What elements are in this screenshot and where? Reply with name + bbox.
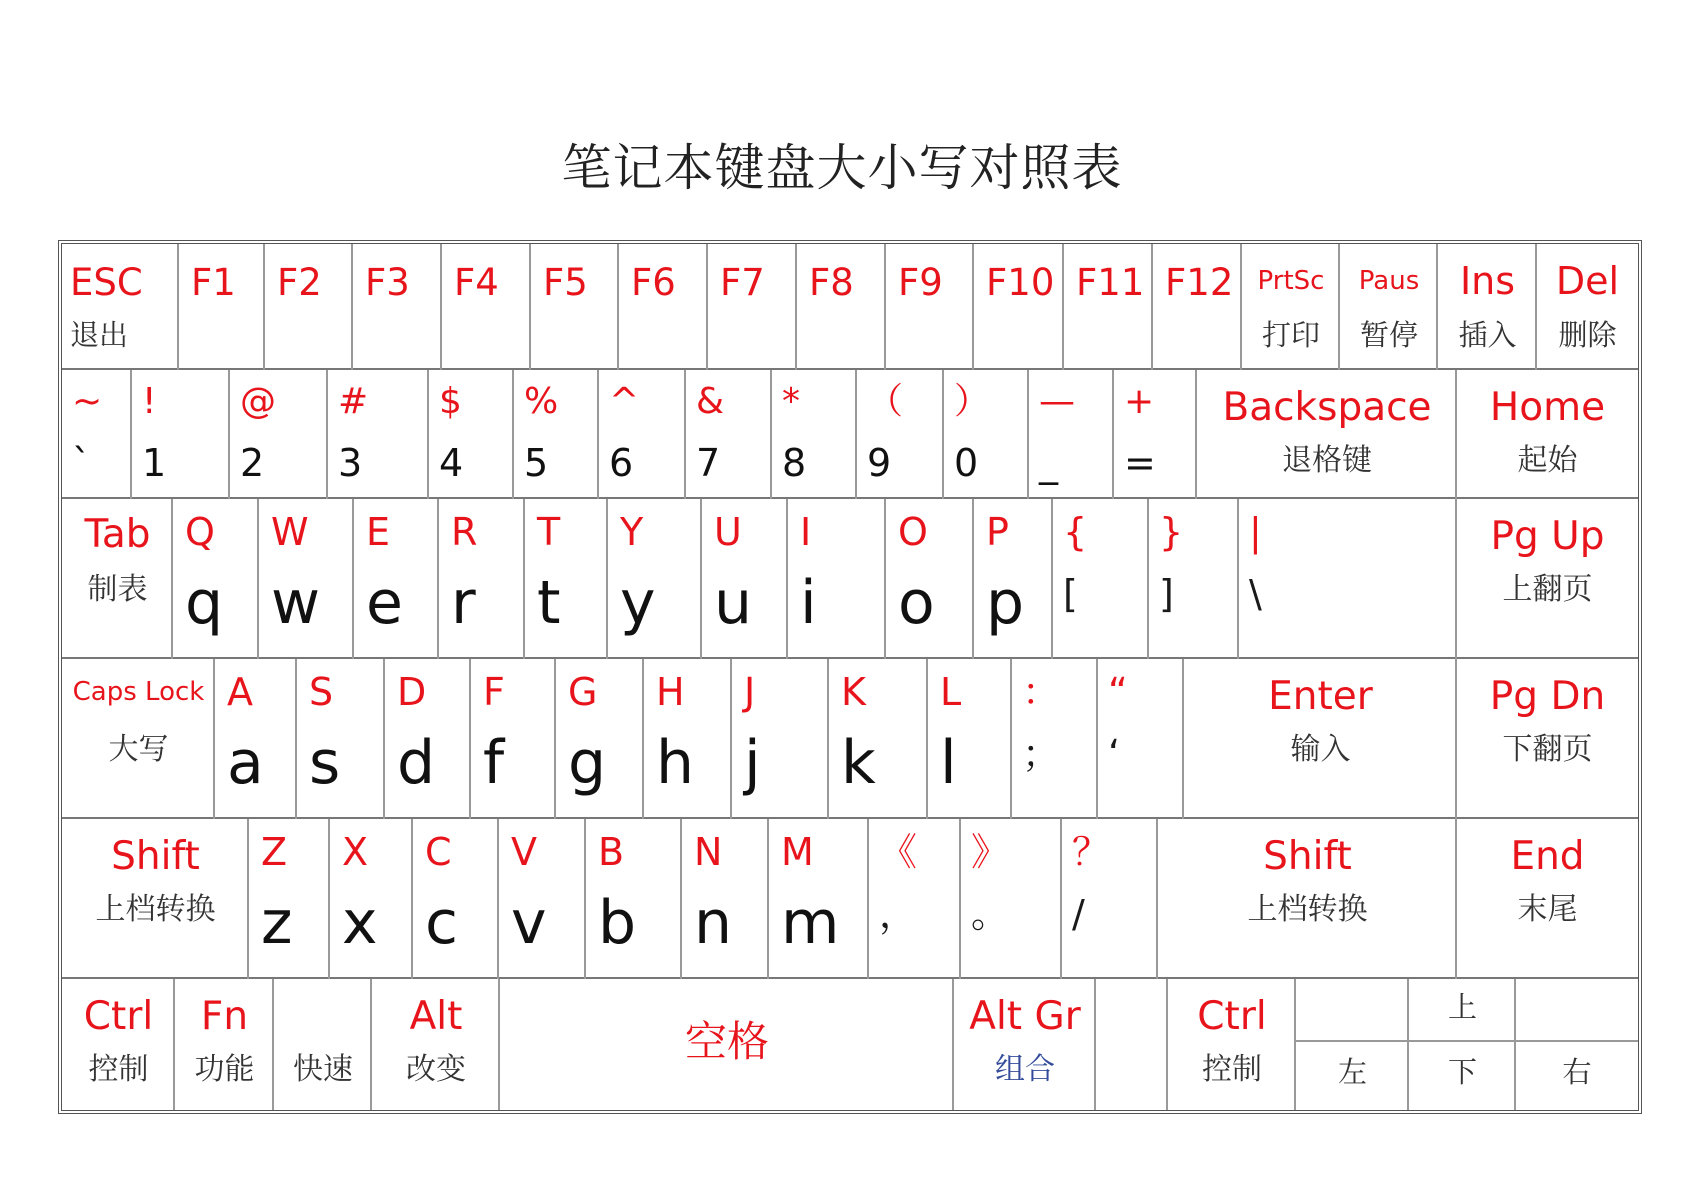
key-bottom-label: 5 [524, 441, 549, 485]
key-top-label: Caps Lock [72, 677, 205, 707]
key-bottom-label: g [568, 728, 607, 798]
key-bottom-label: d [397, 728, 436, 798]
key-o [886, 499, 974, 659]
arrow-blank [1296, 979, 1409, 1042]
key-t [525, 499, 608, 659]
key-top-label: $ [439, 381, 462, 422]
key-b [586, 819, 682, 979]
key-bottom-label: b [598, 888, 637, 958]
key-top-label: ： [1022, 670, 1061, 714]
key-bottom-label: n [694, 888, 733, 958]
key-bottom-label: 2 [240, 441, 265, 485]
key-sym-10 [1062, 819, 1158, 979]
key-del [1537, 244, 1638, 370]
key-top-label: F [483, 670, 505, 714]
key-bottom-label: 上档转换 [95, 892, 216, 927]
key-sym-7 [686, 370, 772, 499]
key-top-label: V [511, 830, 537, 874]
key-sym-9 [961, 819, 1062, 979]
key-e [354, 499, 439, 659]
key-pg-up [1457, 499, 1638, 659]
key-bottom-label: ‘ [1108, 732, 1121, 776]
key-top-label: F4 [454, 261, 499, 304]
key-top-label: “ [1108, 670, 1128, 714]
key-sym-8 [869, 819, 961, 979]
key-bottom-label: 组合 [995, 1052, 1055, 1087]
key-alt-gr [954, 979, 1096, 1110]
key-bottom-label: u [714, 568, 753, 638]
key-sym-2 [274, 979, 372, 1110]
arrow-key-left [1296, 1042, 1409, 1110]
key-u [702, 499, 788, 659]
key-l [928, 659, 1012, 819]
key-top-label: Ctrl [1197, 994, 1267, 1039]
key-top-label: 《 [879, 830, 918, 874]
key-sym-4 [500, 979, 954, 1110]
key-f3 [353, 244, 442, 370]
key-top-label: & [696, 381, 725, 422]
key-top-label: F11 [1076, 261, 1145, 304]
key-bottom-label: l [940, 728, 957, 798]
key-j [732, 659, 829, 819]
key-bottom-label: t [537, 568, 561, 638]
key-sym-8 [772, 370, 857, 499]
key-bottom-label: 上档转换 [1247, 892, 1368, 927]
key-bottom-label: 退格键 [1282, 443, 1372, 478]
key-bottom-label: f [483, 728, 505, 798]
key-tab [62, 499, 173, 659]
key-bottom-label: \ [1249, 572, 1262, 616]
key-bottom-label: = [1124, 441, 1156, 485]
key-f1 [179, 244, 265, 370]
arrow-key-cluster [1296, 979, 1638, 1110]
key-f8 [797, 244, 886, 370]
key-bottom-label: 插入 [1458, 318, 1517, 352]
key-sym-11 [1053, 499, 1149, 659]
arrow-key-label: 右 [1562, 1055, 1592, 1089]
key-bottom-label: i [800, 568, 817, 638]
key-sym-13 [1239, 499, 1457, 659]
key-top-label: Shift [111, 834, 200, 879]
key-top-label: F8 [809, 261, 854, 304]
key-bottom-label: x [342, 888, 378, 958]
key-sym-5 [514, 370, 599, 499]
arrow-key-right [1516, 1042, 1638, 1110]
key-bottom-label: k [841, 728, 876, 798]
key-bottom-label: ； [1022, 732, 1061, 776]
key-m [769, 819, 869, 979]
key-sym-3 [328, 370, 429, 499]
key-top-label: H [656, 670, 685, 714]
key-bottom-label: 6 [609, 441, 634, 485]
key-top-label: D [397, 670, 427, 714]
key-top-label: Pg Dn [1489, 674, 1606, 719]
key-bottom-label: _ [1039, 441, 1058, 485]
key-home [1457, 370, 1638, 499]
key-top-label: N [694, 830, 723, 874]
key-f7 [708, 244, 797, 370]
key-top-label: } [1159, 510, 1184, 554]
key-top-label: A [227, 670, 253, 714]
key-bottom-label: 下翻页 [1502, 732, 1593, 767]
key-ins [1438, 244, 1537, 370]
key-enter [1184, 659, 1457, 819]
key-prtsc [1242, 244, 1340, 370]
key-top-label: Alt Gr [969, 994, 1081, 1039]
key-bottom-label: m [781, 888, 840, 958]
key-top-label: Ctrl [83, 994, 154, 1039]
arrow-blank [1516, 979, 1638, 1042]
arrow-key-label: 上 [1447, 990, 1477, 1024]
key-alt [372, 979, 500, 1110]
key-n [682, 819, 769, 979]
key-bottom-label: r [451, 568, 476, 638]
key-top-label: Fn [200, 994, 249, 1039]
key-bottom-label: c [425, 888, 458, 958]
key-f [471, 659, 556, 819]
key-top-label: F5 [543, 261, 588, 304]
key-top-label: Ins [1459, 259, 1516, 303]
key-sym-10 [1012, 659, 1098, 819]
key-top-label: ？ [1072, 830, 1111, 874]
key-top-label: Z [261, 830, 288, 874]
key-top-label: Y [620, 510, 644, 554]
key-top-label: P [986, 510, 1009, 554]
key-shift [1158, 819, 1457, 979]
key-bottom-label: z [261, 888, 293, 958]
key-caps-lock [62, 659, 215, 819]
key-bottom-label: 大写 [108, 732, 169, 767]
key-top-label: Pg Up [1490, 514, 1605, 559]
key-top-label: Home [1489, 385, 1606, 430]
key-c [413, 819, 499, 979]
keyboard-row-home [62, 659, 1638, 819]
keyboard-row-fn [62, 244, 1638, 370]
key-end [1457, 819, 1638, 979]
key-bottom-label: s [309, 728, 341, 798]
key-bottom-label: 快速 [293, 1052, 353, 1087]
key-top-label: ! [142, 381, 157, 422]
key-h [644, 659, 732, 819]
key-top-label: # [338, 381, 369, 422]
key-top-label: Del [1555, 259, 1620, 303]
arrow-key-label: 下 [1447, 1055, 1477, 1089]
keyboard-row-qwerty [62, 499, 1638, 659]
keyboard-row-shift [62, 819, 1638, 979]
key-f2 [265, 244, 353, 370]
key-a [215, 659, 297, 819]
key-top-label: U [714, 510, 742, 554]
key-f9 [886, 244, 974, 370]
key-bottom-label: 4 [439, 441, 464, 485]
key-sym-10 [944, 370, 1029, 499]
key-p [974, 499, 1053, 659]
key-bottom-label: 打印 [1261, 318, 1320, 352]
key-bottom-label: ， [879, 892, 918, 936]
key-i [788, 499, 886, 659]
key-w [259, 499, 354, 659]
key-top-label: T [537, 510, 561, 554]
key-bottom-label: 。 [971, 892, 1010, 936]
key-top-label: ） [954, 381, 991, 422]
arrow-key-up [1409, 979, 1516, 1042]
key-sym-12 [1149, 499, 1239, 659]
key-top-label: O [898, 510, 928, 554]
keyboard-row-bottom [62, 979, 1638, 1110]
key-ctrl [62, 979, 175, 1110]
key-bottom-label: j [744, 728, 761, 798]
key-esc [62, 244, 179, 370]
key-top-label: J [744, 670, 756, 714]
key-bottom-label: y [620, 568, 656, 638]
key-top-label: （ [867, 381, 904, 422]
key-top-label: Backspace [1222, 385, 1432, 430]
key-top-label: F6 [631, 261, 676, 304]
key-sym-2 [230, 370, 328, 499]
key-bottom-label: 删除 [1558, 318, 1617, 352]
key-top-label: W [271, 510, 309, 554]
key-bottom-label: ` [72, 441, 91, 485]
key-top-label: F3 [365, 261, 410, 304]
key-bottom-label: 输入 [1290, 732, 1351, 767]
key-z [249, 819, 330, 979]
key-f10 [974, 244, 1064, 370]
key-bottom-label: 起始 [1517, 443, 1578, 478]
key-bottom-label: 0 [954, 441, 979, 485]
key-d [385, 659, 471, 819]
key-top-label: + [1124, 381, 1155, 422]
key-q [173, 499, 259, 659]
key-y [608, 499, 702, 659]
key-bottom-label: v [511, 888, 547, 958]
key-f11 [1064, 244, 1153, 370]
key-top-label: S [309, 670, 334, 714]
key-top-label: * [782, 381, 800, 422]
key-shift [62, 819, 249, 979]
key-k [829, 659, 928, 819]
key-top-label: — [1039, 381, 1075, 422]
key-bottom-label: / [1072, 892, 1085, 936]
arrow-key-label: 左 [1337, 1055, 1367, 1089]
key-top-label: F10 [986, 261, 1055, 304]
key-top-label: F2 [277, 261, 322, 304]
key-bottom-label: 制表 [87, 572, 148, 607]
key-top-label: Paus [1358, 266, 1420, 296]
key-bottom-label: 8 [782, 441, 807, 485]
key-bottom-label: w [271, 568, 321, 638]
key-sym-12 [1114, 370, 1197, 499]
key-top-label: C [425, 830, 452, 874]
key-top-label: L [940, 670, 962, 714]
key-bottom-label: p [986, 568, 1025, 638]
key-sym-0 [62, 370, 132, 499]
key-top-label: X [342, 830, 369, 874]
key-bottom-label: 9 [867, 441, 892, 485]
key-v [499, 819, 586, 979]
key-bottom-label: 控制 [88, 1052, 149, 1087]
key-top-label: { [1063, 510, 1088, 554]
key-bottom-label: 控制 [1202, 1052, 1262, 1087]
key-f12 [1153, 244, 1242, 370]
key-bottom-label: q [185, 568, 224, 638]
page-title: 笔记本键盘大小写对照表 [561, 139, 1123, 197]
key-f4 [442, 244, 531, 370]
key-top-label: Enter [1268, 674, 1373, 719]
key-f5 [531, 244, 619, 370]
key-top-label: F7 [720, 261, 765, 304]
key-backspace [1197, 370, 1457, 499]
key-top-label: End [1510, 834, 1585, 879]
key-top-label: F1 [191, 261, 236, 304]
key-top-label: R [451, 510, 478, 554]
key-top-label: Alt [409, 994, 463, 1039]
key-g [556, 659, 644, 819]
keyboard-row-num [62, 370, 1638, 499]
key-sym-11 [1029, 370, 1114, 499]
key-top-label: K [841, 670, 866, 714]
key-top-label: Tab [84, 512, 151, 557]
key-bottom-label: 末尾 [1517, 892, 1578, 927]
key-s [297, 659, 385, 819]
key-top-label: G [568, 670, 598, 714]
key-top-label: | [1249, 510, 1262, 554]
key-x [330, 819, 413, 979]
key-blank-6 [1096, 979, 1168, 1110]
key-top-label: 》 [971, 830, 1010, 874]
key-r [439, 499, 525, 659]
key-top-label: F12 [1165, 261, 1234, 304]
key-bottom-label: 退出 [70, 318, 129, 352]
key-bottom-label: ] [1159, 572, 1174, 616]
key-top-label: F9 [898, 261, 943, 304]
key-sym-6 [599, 370, 686, 499]
keyboard-chart [58, 240, 1642, 1114]
key-sym-4 [429, 370, 514, 499]
key-top-label: ESC [70, 261, 143, 304]
key-bottom-label: o [898, 568, 935, 638]
key-bottom-label: 7 [696, 441, 721, 485]
key-bottom-label: a [227, 728, 264, 798]
key-top-label: M [781, 830, 814, 874]
key-fn [175, 979, 274, 1110]
key-f6 [619, 244, 708, 370]
key-top-label: % [524, 381, 559, 422]
key-top-label: 空格 [684, 1017, 769, 1066]
key-top-label: Shift [1263, 834, 1352, 879]
key-top-label: ~ [72, 381, 103, 422]
key-sym-9 [857, 370, 944, 499]
key-bottom-label: 3 [338, 441, 363, 485]
key-top-label: PrtSc [1257, 266, 1325, 296]
key-bottom-label: 上翻页 [1502, 572, 1593, 607]
key-top-label: Q [185, 510, 215, 554]
key-top-label: I [800, 510, 812, 554]
key-bottom-label: 改变 [406, 1052, 466, 1087]
key-top-label: E [366, 510, 391, 554]
key-bottom-label: [ [1063, 572, 1078, 616]
key-top-label: B [598, 830, 625, 874]
key-ctrl [1168, 979, 1296, 1110]
key-top-label: @ [240, 381, 276, 422]
arrow-key-down [1409, 1042, 1516, 1110]
key-sym-11 [1098, 659, 1184, 819]
key-pg-dn [1457, 659, 1638, 819]
key-bottom-label: h [656, 728, 695, 798]
key-bottom-label: 功能 [194, 1052, 255, 1087]
key-sym-1 [132, 370, 230, 499]
key-bottom-label: e [366, 568, 403, 638]
key-paus [1340, 244, 1438, 370]
key-top-label: ^ [609, 381, 640, 422]
key-bottom-label: 暂停 [1359, 318, 1418, 352]
key-bottom-label: 1 [142, 441, 167, 485]
